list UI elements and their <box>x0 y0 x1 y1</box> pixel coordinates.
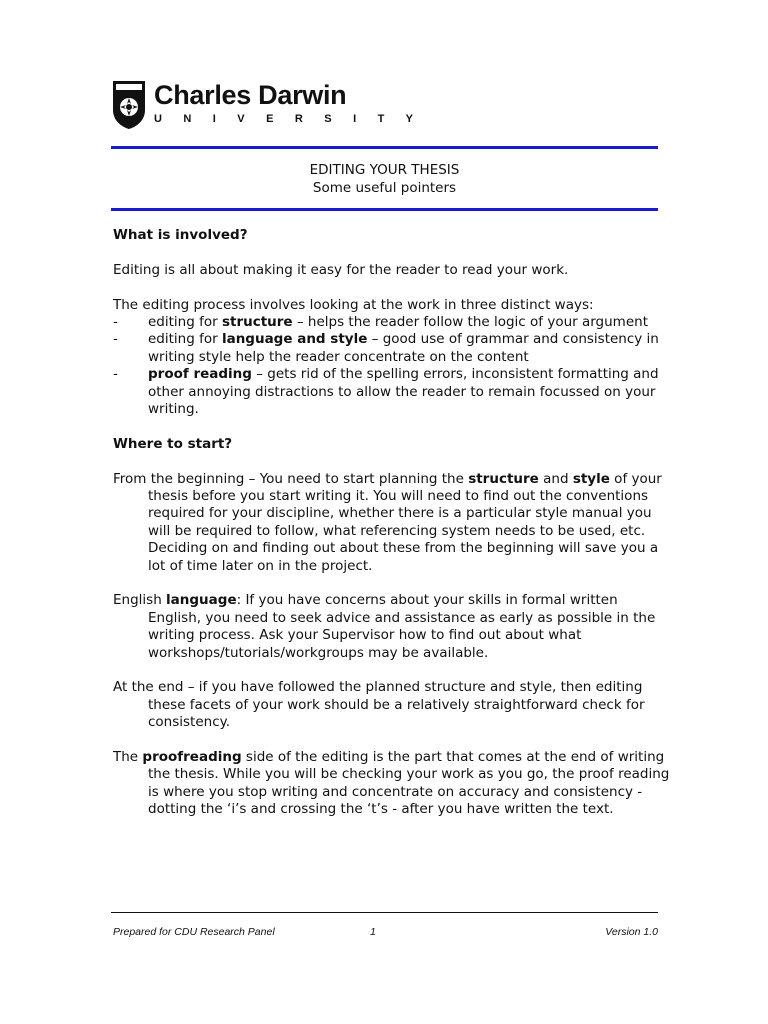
bullet-dash: - <box>113 314 118 330</box>
bullet-bold: structure <box>221 314 293 330</box>
section-heading-involved: What is involved? <box>113 227 248 243</box>
bullet-text: – gets rid of the spelling errors, inconsistent formatting and other annoying distractions to allow the reader to remain focussed on your writing. <box>148 366 659 418</box>
university-logo <box>112 80 422 136</box>
footer-version: Version 1.0 <box>605 926 658 938</box>
paragraph-proofreading: The proofreading side of the editing is the part that comes at the end of writing the thesis. While you will be checking your work as you go, the proof reading is where you stop writing and concentrate on accuracy and consistency - dotting the ‘i’s and crossing the ‘t’s - after you have written the text. <box>113 749 670 818</box>
page-footer <box>113 926 658 940</box>
list-item <box>113 366 673 418</box>
bullet-dash: - <box>113 366 118 383</box>
document-body <box>113 227 673 819</box>
paragraph-beginning: From the beginning – You need to start planning the structure and style of your thesis before you start writing it. You will need to find out the conventions required for your discipline, whether there is a particular style manual you will be required to follow, what referencing system needs to be used, etc. Deciding on and finding out about these from the beginning will save you a lot of time later on in the project. <box>113 470 662 574</box>
top-rule <box>111 146 658 149</box>
document-title <box>111 161 658 197</box>
bullet-text: editing for <box>148 331 222 348</box>
list-item <box>113 314 673 331</box>
crest-icon <box>112 80 146 130</box>
title-line-2: Some useful pointers <box>312 180 457 196</box>
footer-page-number: 1 <box>370 926 376 938</box>
bullet-dash: - <box>113 331 118 348</box>
bullet-text: – helps the reader follow the logic of your argument <box>292 314 648 330</box>
title-bottom-rule <box>111 208 658 211</box>
footer-prepared-for: Prepared for CDU Research Panel <box>113 926 275 938</box>
logo-subtitle: U N I V E R S I T Y <box>154 113 423 125</box>
section-heading-start: Where to start? <box>113 435 233 452</box>
paragraph-process: The editing process involves looking at the work in three distinct ways: <box>113 296 594 313</box>
title-line-1: EDITING YOUR THESIS <box>309 162 460 178</box>
bullet-bold: language and style <box>221 331 368 348</box>
list-item <box>113 331 673 366</box>
logo-name: Charles Darwin <box>154 80 347 110</box>
bullet-bold: proof reading <box>148 366 252 383</box>
paragraph-language: English language: If you have concerns about your skills in formal written English, you need to seek advice and assistance as early as possible in the writing process. Ask your Supervisor how to find out about what workshops/tutorials/workgroups may be available. <box>113 592 656 661</box>
bullet-text: editing for <box>148 314 222 330</box>
paragraph-intro: Editing is all about making it easy for the reader to read your work. <box>113 261 569 278</box>
paragraph-end: At the end – if you have followed the planned structure and style, then editing these facets of your work should be a relatively straightforward check for consistency. <box>113 679 645 731</box>
bullet-text: – good use of grammar and consistency in writing style help the reader concentrate on the content <box>148 331 659 365</box>
footer-rule <box>111 912 658 913</box>
